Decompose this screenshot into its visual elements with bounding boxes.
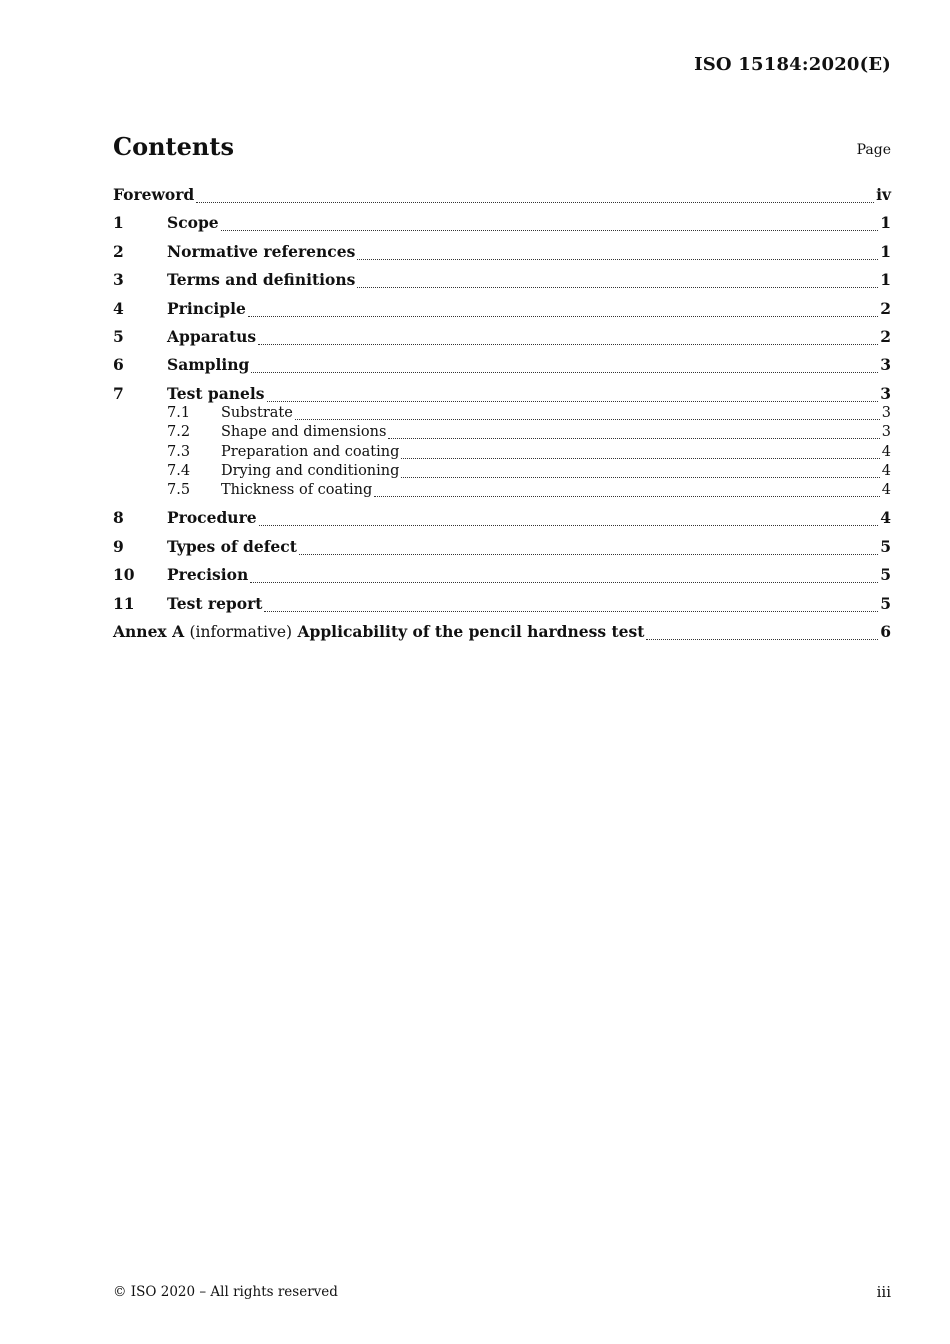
toc-entry-title [113,622,644,641]
toc-entry-4[interactable] [113,299,891,321]
toc-entry-page: 1 [880,213,891,232]
toc-entry-page: 1 [880,270,891,289]
toc-entry-5[interactable] [113,327,891,349]
toc-entry-foreword[interactable] [113,185,891,207]
toc-entry-number: 7 [113,384,124,403]
annex-label: Annex A [113,622,185,641]
toc-entry-page: 4 [881,463,891,479]
toc-entry-page: 3 [880,355,891,374]
toc-entry-number: 6 [113,355,124,374]
dot-leader [295,418,880,420]
toc-entry-page: 2 [880,327,891,346]
toc-entry-number: 2 [113,242,124,261]
toc-entry-title: Shape and dimensions [221,424,387,440]
toc-entry-7-4[interactable] [113,463,891,482]
toc-entry-title: Terms and definitions [167,270,356,289]
toc-entry-number: 11 [113,594,135,613]
toc-entry-annex-a[interactable] [113,622,891,644]
dot-leader [264,610,878,612]
toc-entry-page: 4 [881,444,891,460]
toc-entry-page: 4 [880,508,891,527]
toc-entry-2[interactable] [113,242,891,264]
toc-entry-number: 3 [113,270,124,289]
dot-leader [251,371,878,373]
toc-entry-title: Test panels [167,384,265,403]
toc-entry-page: 3 [881,405,891,421]
toc-entry-title: Normative references [167,242,356,261]
dot-leader [646,638,878,640]
toc-entry-page: 5 [880,537,891,556]
toc-entry-page: 2 [880,299,891,318]
toc-entry-number: 9 [113,537,124,556]
toc-entry-8[interactable] [113,508,891,530]
dot-leader [401,476,879,478]
dot-leader [196,201,874,203]
toc-entry-title: Thickness of coating [221,482,373,498]
toc-entry-6[interactable] [113,355,891,377]
toc-entry-number: 5 [113,327,124,346]
toc-entry-page: 5 [880,594,891,613]
dot-leader [248,315,878,317]
annex-title: Applicability of the pencil hardness test [297,622,645,641]
toc-entry-7-5[interactable] [113,482,891,501]
toc-entry-title: Apparatus [167,327,257,346]
toc-entry-number: 8 [113,508,124,527]
toc-entry-page: 6 [880,622,891,641]
toc-entry-11[interactable] [113,594,891,616]
toc-entry-number: 1 [113,213,124,232]
page-column-label: Page [856,142,891,158]
toc-entry-page: 1 [880,242,891,261]
toc-entry-1[interactable] [113,213,891,235]
dot-leader [299,553,878,555]
toc-entry-7-3[interactable] [113,444,891,463]
dot-leader [259,524,879,526]
toc-entry-title: Procedure [167,508,257,527]
footer-copyright: © ISO 2020 – All rights reserved [113,1284,338,1300]
dot-leader [374,495,880,497]
toc-entry-page: iv [876,185,891,204]
dot-leader [250,581,878,583]
toc-entry-title: Sampling [167,355,250,374]
document-id: ISO 15184:2020(E) [694,54,891,75]
dot-leader [388,437,879,439]
toc-entry-title: Precision [167,565,249,584]
toc-entry-3[interactable] [113,270,891,292]
toc-entry-7-1[interactable] [113,405,891,424]
toc-entry-title: Types of defect [167,537,297,556]
dot-leader [258,343,878,345]
toc-entry-7-2[interactable] [113,424,891,443]
toc-entry-number: 7.2 [167,424,191,440]
dot-leader [357,258,878,260]
toc-entry-page: 3 [881,424,891,440]
toc-entry-page: 3 [880,384,891,403]
toc-entry-title: Test report [167,594,263,613]
dot-leader [221,229,879,231]
dot-leader [357,286,878,288]
toc-entry-number: 4 [113,299,124,318]
toc-entry-7[interactable] [113,384,891,406]
toc-entry-number: 7.1 [167,405,191,421]
toc-entry-title: Scope [167,213,219,232]
dot-leader [267,400,879,402]
toc-entry-title: Principle [167,299,246,318]
toc-entry-number: 10 [113,565,135,584]
toc-entry-number: 7.3 [167,444,191,460]
toc-entry-title: Drying and conditioning [221,463,400,479]
toc-entry-title: Substrate [221,405,293,421]
toc-entry-10[interactable] [113,565,891,587]
toc-entry-page: 5 [880,565,891,584]
toc-entry-page: 4 [881,482,891,498]
toc-entry-number: 7.4 [167,463,191,479]
contents-title: Contents [113,132,234,161]
toc-entry-title: Preparation and coating [221,444,400,460]
dot-leader [401,457,879,459]
toc-entry-title: Foreword [113,185,195,204]
annex-kind: (informative) [189,623,293,641]
footer-page-number: iii [876,1283,891,1301]
toc-entry-9[interactable] [113,537,891,559]
toc-entry-number: 7.5 [167,482,191,498]
